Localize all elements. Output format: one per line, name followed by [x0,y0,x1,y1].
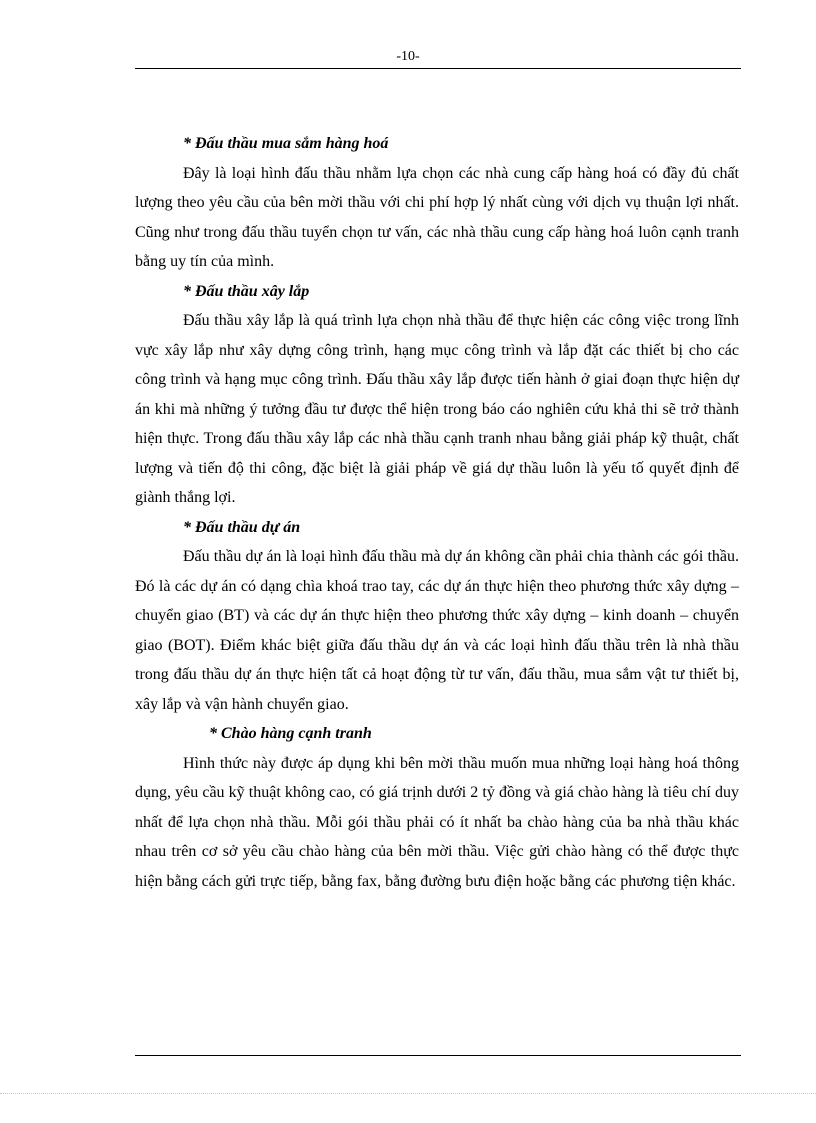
footer-rule [135,1055,741,1056]
section-paragraph: Đây là loại hình đấu thầu nhằm lựa chọn các nhà cung cấp hàng hoá có đầy đủ chất lượng theo yêu cầu của bên mời thầu với chi phí hợp lý nhất cùng với dịch vụ thuận lợi nhất. Cũng như trong đấu thầu tuyển chọn tư vấn, các nhà thầu cung cấp hàng hoá luôn cạnh tranh bằng uy tín của mình. [135,164,739,270]
section-competitive-offer [135,719,739,896]
section-project-bidding [135,513,739,720]
section-construction-bidding [135,277,739,513]
section-paragraph: Hình thức này được áp dụng khi bên mời thầu muốn mua những loại hàng hoá thông dụng, yêu cầu kỹ thuật không cao, có giá trịnh dưới 2 tỷ đồng và giá chào hàng là tiêu chí duy nhất để lựa chọn nhà thầu. Mỗi gói thầu phải có ít nhất ba chào hàng của ba nhà thầu khác nhau trên cơ sở yêu cầu chào hàng của bên mời thầu. Việc gửi chào hàng có thể được thực hiện bằng cách gửi trực tiếp, bằng fax, bằng đường bưu điện hoặc bằng các phương tiện khác. [135,754,739,890]
page-edge [0,1093,816,1094]
header-rule [135,68,741,69]
section-heading: * Đấu thầu mua sắm hàng hoá [183,135,389,152]
section-heading: * Đấu thầu xây lắp [183,282,310,300]
section-paragraph: Đấu thầu dự án là loại hình đấu thầu mà dự án không cần phải chia thành các gói thầu. Đó là các dự án có dạng chìa khoá trao tay, các dự án thực hiện theo phương thức xây dựng – chuyển giao (BT) và các dự án thực hiện theo phương thức xây dựng – kinh doanh – chuyển giao (BOT). Điểm khác biệt giữa đấu thầu dự án và các loại hình đấu thầu trên là nhà thầu trong đấu thầu dự án thực hiện tất cả hoạt động từ tư vấn, đấu thầu, mua sắm vật tư thiết bị, xây lắp và vận hành chuyển giao. [135,548,739,713]
section-paragraph: Đấu thầu xây lắp là quá trình lựa chọn nhà thầu để thực hiện các công việc trong lĩnh vực xây lắp như xây dựng công trình, hạng mục công trình và lắp đặt các thiết bị cho các công trình và hạng mục công trình. Đấu thầu xây lắp được tiến hành ở giai đoạn thực hiện dự án khi mà những ý tưởng đầu tư được thể hiện trong báo cáo nghiên cứu khả thi sẽ trở thành hiện thực. Trong đấu thầu xây lắp các nhà thầu cạnh tranh nhau bằng giải pháp kỹ thuật, chất lượng và tiến độ thi công, đặc biệt là giải pháp về giá dự thầu luôn là yếu tố quyết định để giành thắng lợi. [135,312,739,506]
section-heading: * Chào hàng cạnh tranh [209,725,372,742]
section-goods-procurement [135,129,739,277]
document-body [135,129,739,896]
section-heading: * Đấu thầu dự án [183,518,301,536]
page-number: -10- [396,49,420,64]
